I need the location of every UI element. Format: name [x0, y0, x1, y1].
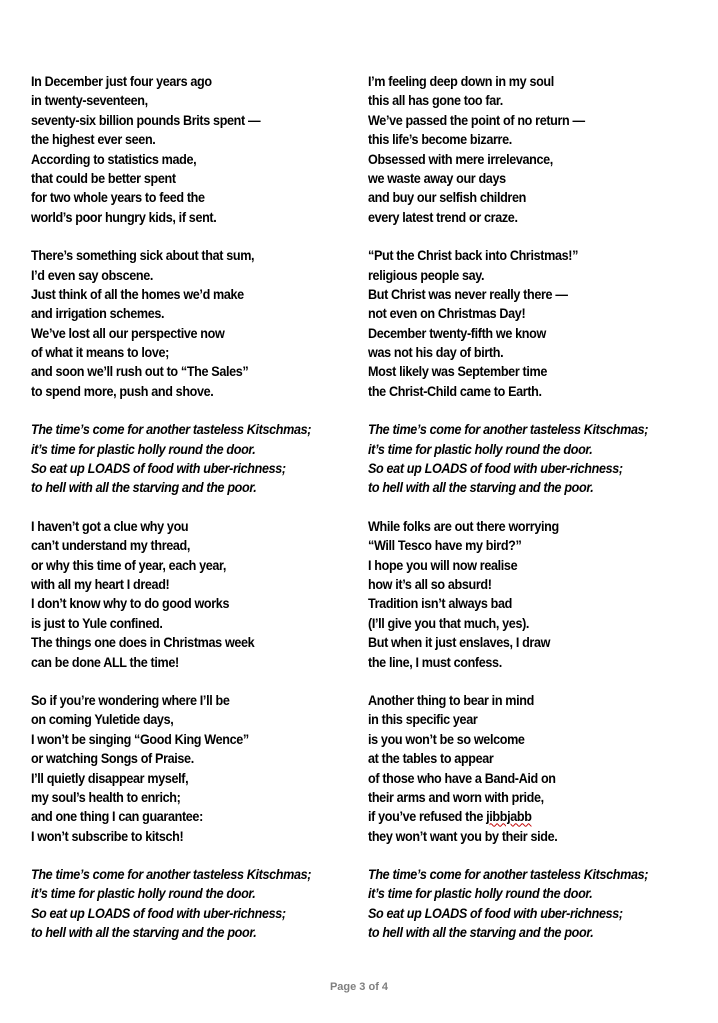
poem-line: with all my heart I dread!	[31, 575, 170, 592]
poem-line: the line, I must confess.	[368, 653, 502, 670]
poem-line: The time’s come for another tasteless Kitschmas;	[31, 421, 312, 438]
poem-line: how it’s all so absurd!	[368, 575, 492, 592]
poem-line: is you won’t be so welcome	[368, 730, 525, 747]
poem-line: not even on Christmas Day!	[368, 305, 526, 322]
poem-line: I’m feeling deep down in my soul	[368, 73, 554, 89]
poem-line: Obsessed with mere irrelevance,	[368, 150, 553, 167]
poem-line: it’s time for plastic holly round the door.	[31, 440, 256, 457]
poem-line: In December just four years ago	[31, 73, 212, 89]
poem-line: I’d even say obscene.	[31, 266, 154, 283]
poem-line: religious people say.	[368, 266, 485, 283]
verse-stanza	[31, 691, 371, 846]
poem-line: Another thing to bear in mind	[368, 691, 534, 708]
chorus-stanza	[368, 865, 708, 943]
poem-line: But Christ was never really there —	[368, 285, 568, 302]
verse-stanza	[31, 72, 371, 227]
poem-line: to spend more, push and shove.	[31, 382, 214, 399]
poem-line: or why this time of year, each year,	[31, 556, 227, 573]
poem-line: my soul’s health to enrich;	[31, 788, 181, 805]
poem-line: the highest ever seen.	[31, 131, 156, 148]
poem-line: seventy-six billion pounds Brits spent —	[31, 111, 261, 128]
poem-line: So eat up LOADS of food with uber-richness;	[31, 904, 286, 921]
poem-line: We’ve passed the point of no return —	[368, 111, 585, 128]
poem-line: at the tables to appear	[368, 750, 494, 767]
poem-line: So eat up LOADS of food with uber-richness;	[368, 460, 623, 477]
poem-line: of those who have a Band-Aid on	[368, 769, 556, 786]
poem-line: their arms and worn with pride,	[368, 788, 544, 805]
poem-line: or watching Songs of Praise.	[31, 750, 194, 767]
poem-line: I won’t subscribe to kitsch!	[31, 827, 184, 844]
chorus-stanza	[368, 420, 708, 498]
poem-line: There’s something sick about that sum,	[31, 247, 255, 264]
poem-column-right	[368, 72, 708, 962]
poem-line: and one thing I can guarantee:	[31, 808, 203, 825]
poem-line: So eat up LOADS of food with uber-richness;	[368, 904, 623, 921]
verse-stanza	[368, 517, 708, 672]
poem-line: in twenty-seventeen,	[31, 92, 148, 109]
poem-line: world’s poor hungry kids, if sent.	[31, 208, 217, 225]
poem-line: it’s time for plastic holly round the door.	[368, 440, 593, 457]
poem-line: can be done ALL the time!	[31, 653, 179, 670]
poem-line: Just think of all the homes we’d make	[31, 285, 244, 302]
poem-line: the Christ-Child came to Earth.	[368, 382, 542, 399]
poem-line: it’s time for plastic holly round the door.	[368, 885, 593, 902]
verse-stanza	[368, 246, 708, 401]
poem-line: The time’s come for another tasteless Kitschmas;	[368, 421, 649, 438]
poem-line: to hell with all the starving and the poor.	[368, 479, 594, 496]
poem-line: “Put the Christ back into Christmas!”	[368, 247, 579, 264]
chorus-stanza	[31, 865, 371, 943]
poem-line: we waste away our days	[368, 169, 506, 186]
poem-line: to hell with all the starving and the poor.	[368, 924, 594, 941]
poem-column-left	[31, 72, 371, 962]
poem-line: and buy our selfish children	[368, 189, 526, 206]
poem-line: to hell with all the starving and the poor.	[31, 479, 257, 496]
poem-line: The time’s come for another tasteless Kitschmas;	[31, 866, 312, 883]
poem-line: (I’ll give you that much, yes).	[368, 614, 530, 631]
poem-line: Most likely was September time	[368, 363, 547, 380]
poem-line: I haven’t got a clue why you	[31, 517, 189, 534]
poem-line: So eat up LOADS of food with uber-richness;	[31, 460, 286, 477]
poem-line: of what it means to love;	[31, 344, 170, 361]
poem-line: to hell with all the starving and the poor.	[31, 924, 257, 941]
poem-line: Tradition isn’t always bad	[368, 595, 512, 612]
poem-line: every latest trend or craze.	[368, 208, 518, 225]
page-number-footer: Page 3 of 4	[329, 981, 389, 993]
poem-line: We’ve lost all our perspective now	[31, 324, 225, 341]
verse-stanza	[368, 691, 708, 846]
poem-line: The time’s come for another tasteless Kitschmas;	[368, 866, 649, 883]
poem-line: and soon we’ll rush out to “The Sales”	[31, 363, 249, 380]
poem-line: According to statistics made,	[31, 150, 197, 167]
verse-stanza	[368, 72, 708, 227]
poem-line: I don’t know why to do good works	[31, 595, 230, 612]
poem-line: this all has gone too far.	[368, 92, 503, 109]
poem-line: So if you’re wondering where I’ll be	[31, 691, 230, 708]
poem-line: I’ll quietly disappear myself,	[31, 769, 189, 786]
poem-line: it’s time for plastic holly round the door.	[31, 885, 256, 902]
verse-stanza	[31, 246, 371, 401]
poem-line: and irrigation schemes.	[31, 305, 165, 322]
poem-line: is just to Yule confined.	[31, 614, 163, 631]
chorus-stanza	[31, 420, 371, 498]
poem-line: this life’s become bizarre.	[368, 131, 512, 148]
spellcheck-flagged-word: jibbjabb	[486, 808, 532, 825]
poem-line: in this specific year	[368, 711, 478, 728]
poem-line: they won’t want you by their side.	[368, 827, 558, 844]
poem-line: The things one does in Christmas week	[31, 634, 255, 651]
poem-line: can’t understand my thread,	[31, 537, 191, 554]
poem-line: for two whole years to feed the	[31, 189, 205, 206]
poem-line: December twenty-fifth we know	[368, 324, 546, 341]
verse-stanza	[31, 517, 371, 672]
poem-line: “Will Tesco have my bird?”	[368, 537, 522, 554]
poem-line: I won’t be singing “Good King Wence”	[31, 730, 249, 747]
poem-line: if you’ve refused the jibbjabb	[368, 808, 532, 825]
poem-line: But when it just enslaves, I draw	[368, 634, 551, 651]
poem-line: While folks are out there worrying	[368, 517, 559, 534]
poem-line: on coming Yuletide days,	[31, 711, 174, 728]
poem-line: that could be better spent	[31, 169, 176, 186]
poem-line: I hope you will now realise	[368, 556, 518, 573]
poem-line: was not his day of birth.	[368, 344, 504, 361]
